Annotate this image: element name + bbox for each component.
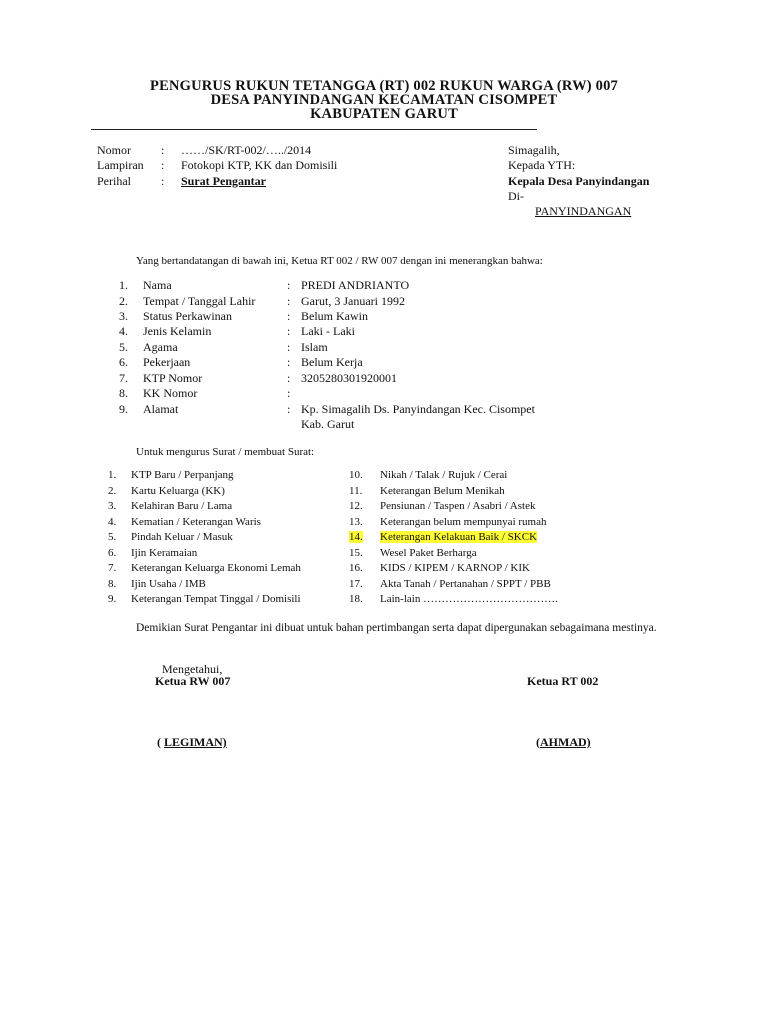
signature-known: Mengetahui, bbox=[162, 662, 223, 676]
meta-colon: : bbox=[161, 143, 165, 157]
identity-colon: : bbox=[287, 386, 291, 400]
meta-value-perihal: Surat Pengantar bbox=[181, 174, 266, 188]
meta-colon: : bbox=[161, 174, 165, 188]
meta-label: Nomor bbox=[97, 143, 131, 157]
header-divider bbox=[91, 129, 537, 130]
closing-paragraph: Demikian Surat Pengantar ini dibuat untuk bahan pertimbangan serta dapat dipergunakan sebagaimana mestinya. bbox=[136, 622, 657, 634]
purpose-number: 16. bbox=[349, 562, 363, 574]
purpose-number: 1. bbox=[108, 469, 117, 481]
identity-number: 9. bbox=[119, 402, 128, 416]
identity-label: Nama bbox=[143, 278, 172, 292]
purpose-item: KTP Baru / Perpanjang bbox=[131, 469, 234, 481]
purpose-number-highlighted: 14. bbox=[349, 531, 363, 543]
identity-value-pekerjaan: Belum Kerja bbox=[301, 355, 363, 369]
left-signatory-name: LEGIMAN) bbox=[164, 735, 227, 749]
signature-left-name bbox=[157, 735, 227, 750]
intro-text: Yang bertandatangan di bawah ini, Ketua RT 002 / RW 007 dengan ini menerangkan bahwa: bbox=[136, 255, 543, 267]
identity-value-ttl: Garut, 3 Januari 1992 bbox=[301, 294, 405, 308]
paren-open: ( bbox=[157, 735, 164, 749]
identity-colon: : bbox=[287, 355, 291, 369]
purpose-item: Keterangan Tempat Tinggal / Domisili bbox=[131, 593, 301, 605]
paren-open: ( bbox=[536, 735, 540, 749]
identity-label: Alamat bbox=[143, 402, 179, 416]
identity-number: 4. bbox=[119, 324, 128, 338]
purpose-item: Keterangan Keluarga Ekonomi Lemah bbox=[131, 562, 301, 574]
signature-right-name bbox=[536, 735, 591, 750]
purpose-number: 3. bbox=[108, 500, 117, 512]
identity-value-nama: PREDI ANDRIANTO bbox=[301, 278, 410, 292]
identity-number: 1. bbox=[119, 278, 128, 292]
purpose-item: Kartu Keluarga (KK) bbox=[131, 485, 225, 497]
purpose-number: 6. bbox=[108, 547, 117, 559]
purpose-item: Wesel Paket Berharga bbox=[380, 547, 477, 559]
meta-colon: : bbox=[161, 158, 165, 172]
right-signatory-name: AHMAD) bbox=[540, 735, 591, 749]
meta-label: Lampiran bbox=[97, 158, 144, 172]
identity-value-alamat: Kp. Simagalih Ds. Panyindangan Kec. Cisompet bbox=[301, 402, 535, 416]
purpose-number: 18. bbox=[349, 593, 363, 605]
identity-number: 5. bbox=[119, 340, 128, 354]
recipient-place: Simagalih, bbox=[508, 143, 560, 157]
purpose-item: Keterangan Belum Menikah bbox=[380, 485, 505, 497]
purpose-number: 5. bbox=[108, 531, 117, 543]
meta-label: Perihal bbox=[97, 174, 131, 188]
purpose-number: 15. bbox=[349, 547, 363, 559]
purpose-item: Akta Tanah / Pertanahan / SPPT / PBB bbox=[380, 578, 551, 590]
identity-number: 6. bbox=[119, 355, 128, 369]
recipient-di: Di- bbox=[508, 189, 524, 203]
meta-value-nomor: ……/SK/RT-002/…../2014 bbox=[181, 143, 312, 157]
recipient-location: PANYINDANGAN bbox=[535, 204, 632, 218]
identity-value-gender: Laki - Laki bbox=[301, 324, 355, 338]
identity-label: Agama bbox=[143, 340, 178, 354]
identity-colon: : bbox=[287, 309, 291, 323]
identity-colon: : bbox=[287, 340, 291, 354]
header-line-2: DESA PANYINDANGAN KECAMATAN CISOMPET bbox=[210, 92, 558, 108]
identity-label: Jenis Kelamin bbox=[143, 324, 212, 338]
purpose-item-highlighted: Keterangan Kelakuan Baik / SKCK bbox=[380, 531, 538, 543]
purpose-number: 4. bbox=[108, 516, 117, 528]
identity-label: Pekerjaan bbox=[143, 355, 191, 369]
identity-colon: : bbox=[287, 402, 291, 416]
purpose-number: 11. bbox=[349, 485, 363, 497]
identity-colon: : bbox=[287, 371, 291, 385]
signature-left-title: Ketua RW 007 bbox=[155, 674, 231, 688]
purpose-item: Pindah Keluar / Masuk bbox=[131, 531, 233, 543]
purpose-item: Ijin Keramaian bbox=[131, 547, 198, 559]
signature-right-title: Ketua RT 002 bbox=[527, 674, 599, 688]
purpose-number: 10. bbox=[349, 469, 363, 481]
purpose-number: 9. bbox=[108, 593, 117, 605]
purpose-item: Kematian / Keterangan Waris bbox=[131, 516, 261, 528]
purpose-number: 13. bbox=[349, 516, 363, 528]
identity-number: 2. bbox=[119, 294, 128, 308]
identity-label: Tempat / Tanggal Lahir bbox=[143, 294, 256, 308]
purpose-item: Ijin Usaha / IMB bbox=[131, 578, 206, 590]
purpose-item: Keterangan belum mempunyai rumah bbox=[380, 516, 547, 528]
purpose-item: Kelahiran Baru / Lama bbox=[131, 500, 233, 512]
identity-number: 8. bbox=[119, 386, 128, 400]
identity-value-status: Belum Kawin bbox=[301, 309, 368, 323]
purpose-item: Pensiunan / Taspen / Asabri / Astek bbox=[380, 500, 536, 512]
header-line-1: PENGURUS RUKUN TETANGGA (RT) 002 RUKUN WARGA (RW) 007 bbox=[150, 78, 618, 94]
identity-label: Status Perkawinan bbox=[143, 309, 232, 323]
identity-value-ktp: 3205280301920001 bbox=[301, 371, 397, 385]
purpose-number: 8. bbox=[108, 578, 117, 590]
header-line-3: KABUPATEN GARUT bbox=[310, 106, 458, 122]
purpose-item: Nikah / Talak / Rujuk / Cerai bbox=[380, 469, 508, 481]
purpose-number: 12. bbox=[349, 500, 363, 512]
identity-colon: : bbox=[287, 324, 291, 338]
purpose-item: Lain-lain ………………………………. bbox=[380, 593, 558, 605]
identity-label: KTP Nomor bbox=[143, 371, 203, 385]
purpose-intro: Untuk mengurus Surat / membuat Surat: bbox=[136, 446, 315, 458]
identity-number: 7. bbox=[119, 371, 128, 385]
meta-value-lampiran: Fotokopi KTP, KK dan Domisili bbox=[181, 158, 338, 172]
identity-label: KK Nomor bbox=[143, 386, 198, 400]
identity-value-agama: Islam bbox=[301, 340, 328, 354]
recipient-name: Kepala Desa Panyindangan bbox=[508, 174, 650, 188]
purpose-number: 17. bbox=[349, 578, 363, 590]
identity-number: 3. bbox=[119, 309, 128, 323]
purpose-number: 7. bbox=[108, 562, 117, 574]
identity-colon: : bbox=[287, 278, 291, 292]
purpose-number: 2. bbox=[108, 485, 117, 497]
purpose-item: KIDS / KIPEM / KARNOP / KIK bbox=[380, 562, 530, 574]
identity-value-alamat-line2: Kab. Garut bbox=[301, 417, 355, 431]
identity-colon: : bbox=[287, 294, 291, 308]
recipient-to: Kepada YTH: bbox=[508, 158, 576, 172]
